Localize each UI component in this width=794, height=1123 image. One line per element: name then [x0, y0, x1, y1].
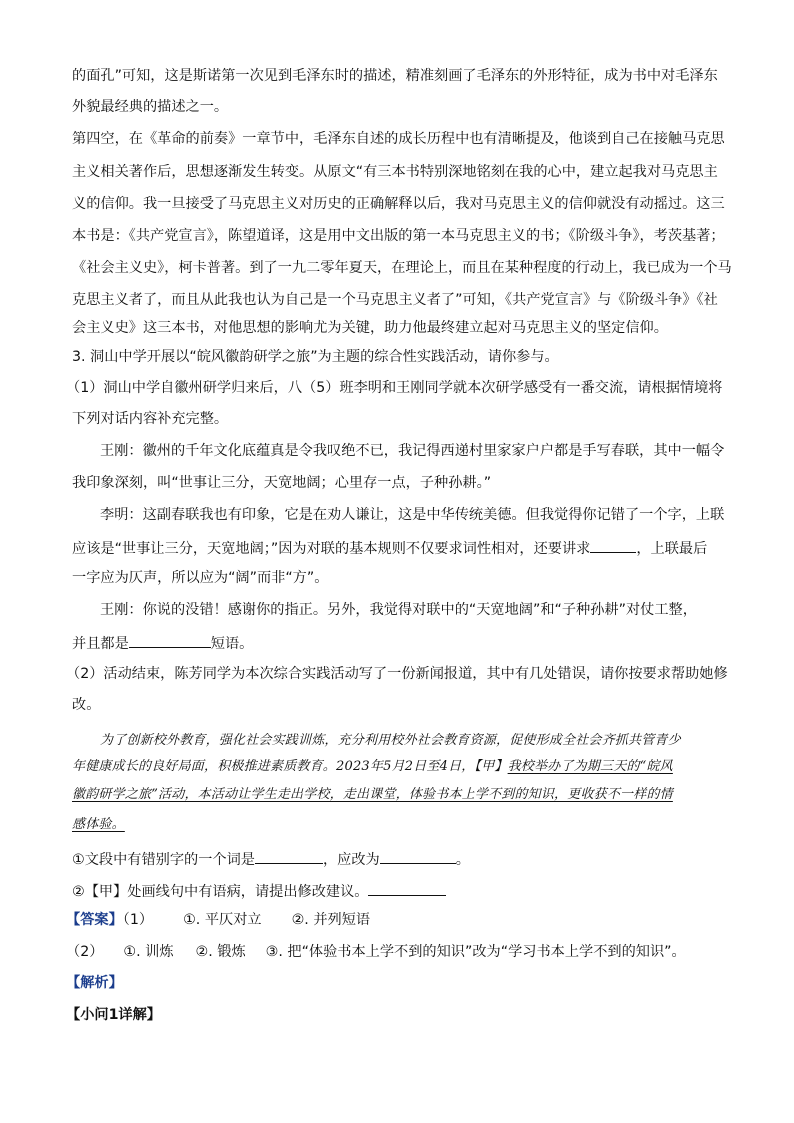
- paragraph-line: 义的信仰。我一旦接受了马克思主义对历史的正确解释以后，我对马克思主义的信仰就没有动摇过。这三: [72, 196, 725, 212]
- subquestion-2-cont: 改。: [72, 697, 101, 713]
- answer-item: ③. 把“体验书本上学不到的知识”改为“学习书本上学不到的知识”。: [265, 944, 686, 960]
- paragraph-line: 克思主义者了，而且从此我也认为自己是一个马克思主义者了”可知，《共产党宣言》与《阶级斗争》《社: [72, 292, 718, 308]
- answer-line-1: [66, 910, 370, 930]
- news-report-line: [72, 757, 673, 777]
- paragraph-line: 的面孔”可知，这是斯诺第一次见到毛泽东时的描述，精准刻画了毛泽东的外形特征，成为书中对毛泽东: [72, 68, 718, 84]
- news-text: 年健康成长的良好局面，积极推进素质教育。2023年5月2日至4日，【甲】: [72, 759, 508, 774]
- dialogue-wanggang-cont: 我印象深刻，叫“世事让三分，天宽地阔；心里存一点，子种孙耕。”: [72, 475, 492, 491]
- answer-line-2: [66, 942, 686, 962]
- underlined-sentence: 感体验。: [72, 817, 125, 832]
- dialogue-text: ，上联最后: [636, 541, 708, 557]
- question-title: 3. 洞山中学开展以“皖风徽韵研学之旅”为主题的综合性实践活动，请你参与。: [72, 349, 559, 365]
- prompt-text: ，应改为: [322, 852, 380, 868]
- analysis-subheading: 【小问1详解】: [66, 1007, 161, 1023]
- subquestion-1: （1）洞山中学自徽州研学归来后，八（5）班李明和王刚同学就本次研学感受有一番交流，请根据情境将: [66, 380, 723, 396]
- prompt-1: [72, 848, 470, 868]
- paragraph-line: 主义相关著作后，思想逐渐发生转变。从原文“有三本书特别深地铭刻在我的心中，建立起我对马克思主: [72, 164, 718, 180]
- subquestion-2: （2）活动结束，陈芳同学为本次综合实践活动写了一份新闻报道，其中有几处错误，请你按要求帮助她修: [66, 666, 728, 682]
- answer-blank[interactable]: [590, 537, 636, 553]
- analysis-label: 【解析】: [66, 975, 123, 991]
- answer-blank[interactable]: [368, 880, 446, 896]
- answer-number: （1）: [122, 912, 154, 928]
- underlined-sentence: 我校举办了为期三天的“皖风: [507, 759, 673, 774]
- prompt-text: ①文段中有错别字的一个词是: [72, 852, 255, 868]
- answer-label: 【答案】: [66, 912, 123, 928]
- prompt-text: 。: [455, 852, 470, 868]
- underlined-sentence: 徽韵研学之旅”活动，本活动让学生走出学校，走出课堂，体验书本上学不到的知识，更收获不一样的情: [72, 787, 673, 802]
- answer-item: ①. 平仄对立: [183, 912, 262, 928]
- dialogue-wanggang-2-cont: [72, 632, 253, 652]
- answer-blank[interactable]: [255, 848, 323, 864]
- dialogue-liming-cont: [72, 537, 707, 557]
- paragraph-line: 外貌最经典的描述之一。: [72, 99, 229, 115]
- answer-blank[interactable]: [380, 848, 456, 864]
- dialogue-text: 短语。: [210, 636, 254, 652]
- dialogue-liming-cont: 一字应为仄声，所以应为“阔”而非“方”。: [72, 570, 329, 586]
- prompt-2: [72, 880, 446, 900]
- paragraph-line: 本书是：《共产党宣言》，陈望道译，这是用中文出版的第一本马克思主义的书；《阶级斗争》，考茨基著；: [72, 228, 725, 244]
- subquestion-1-cont: 下列对话内容补充完整。: [72, 411, 229, 427]
- answer-item: ①. 训炼: [123, 944, 174, 960]
- prompt-text: ②【甲】处画线句中有语病，请提出修改建议。: [72, 884, 369, 900]
- paragraph-line: 会主义史》这三本书，对他思想的影响尤为关键，助力他最终建立起对马克思主义的坚定信仰。: [72, 320, 668, 336]
- answer-blank[interactable]: [129, 632, 211, 648]
- dialogue-text: 并且都是: [72, 636, 129, 652]
- dialogue-wanggang: 王刚：徽州的千年文化底蕴真是令我叹绝不已，我记得西递村里家家户户都是手写春联，其中一幅令: [100, 443, 725, 459]
- answer-item: ②. 锻炼: [195, 944, 246, 960]
- paragraph-line: 第四空，在《革命的前奏》一章节中，毛泽东自述的成长历程中也有清晰提及，他谈到自己在接触马克思: [72, 131, 725, 147]
- answer-item: ②. 并列短语: [291, 912, 371, 928]
- dialogue-liming: 李明：这副春联我也有印象，它是在劝人谦让，这是中华传统美德。但我觉得你记错了一个字，上联: [100, 507, 725, 523]
- dialogue-text: 应该是“世事让三分，天宽地阔；”因为对联的基本规则不仅要求词性相对，还要讲求: [72, 541, 591, 557]
- answer-number: （2）: [66, 944, 104, 960]
- dialogue-wanggang-2: 王刚：你说的没错！感谢你的指正。另外，我觉得对联中的“天宽地阔”和“子种孙耕”对仗工整，: [100, 602, 697, 618]
- paragraph-line: 《社会主义史》，柯卡普著。到了一九二零年夏天，在理论上，而且在某种程度的行动上，我已成为一个马: [72, 260, 732, 276]
- news-report-line: 为了创新校外教育，强化社会实践训炼，充分利用校外社会教育资源，促使形成全社会齐抓共管青少: [100, 733, 681, 748]
